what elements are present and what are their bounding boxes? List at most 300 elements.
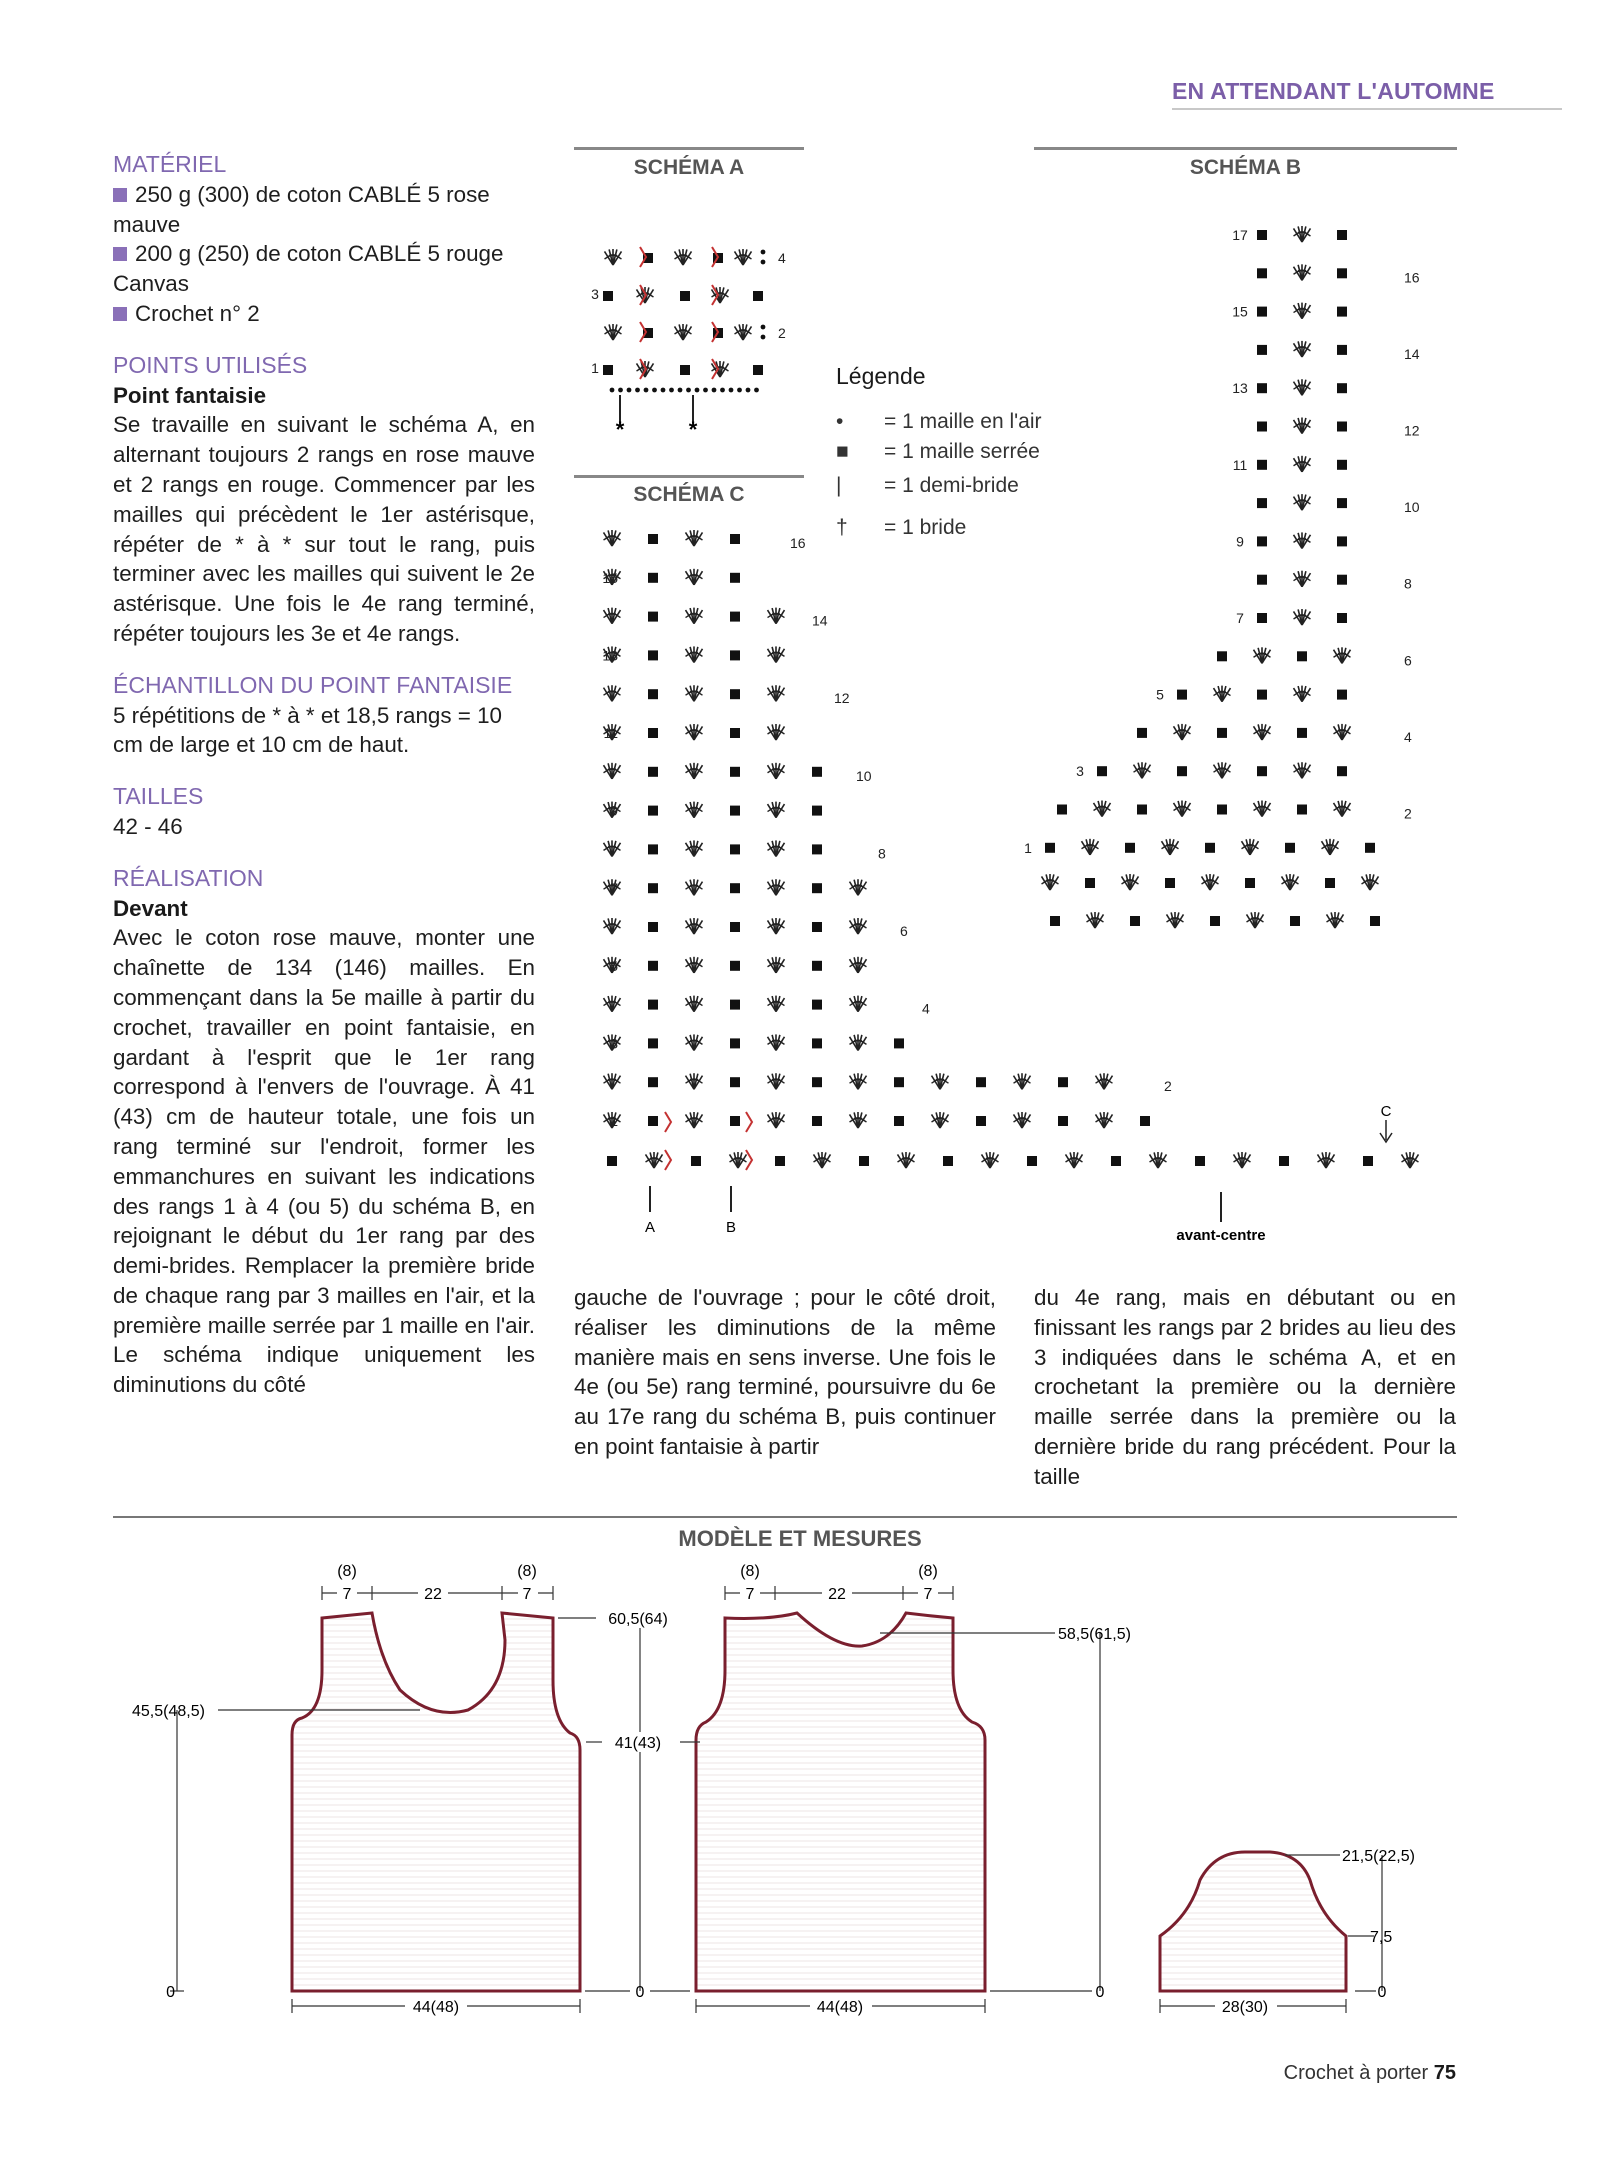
shell-stitch: [1282, 874, 1299, 890]
single-crochet-mark: [1177, 690, 1187, 700]
shell-stitch: [1242, 839, 1259, 855]
shell-stitch: [932, 1073, 949, 1089]
chain-mark: [761, 250, 766, 255]
shell-stitch: [686, 996, 703, 1012]
row-number: 3: [610, 1035, 618, 1052]
single-crochet-mark: [730, 1038, 740, 1048]
shell-stitch: [1042, 874, 1059, 890]
sleeve-zero: 0: [1377, 1984, 1387, 2001]
paragraph: du 4e rang, mais en débutant ou en finissant les rangs par 2 brides au lieu des 3 indiquées dans le schéma A, et en crochetant la première ou la dernière maille serrée dans la première ou la dernière bride du rang précédent. Pour la taille: [1034, 1285, 1456, 1489]
single-crochet-mark: [730, 573, 740, 583]
row-number: 3: [591, 286, 599, 302]
shell-stitch: [850, 1034, 867, 1050]
row-number: 8: [1404, 575, 1412, 592]
shell-stitch: [768, 1034, 785, 1050]
shell-stitch: [1254, 801, 1271, 817]
chain-mark: [761, 325, 766, 330]
chain-mark: [720, 388, 725, 393]
single-crochet-mark: [1257, 690, 1267, 700]
shell-stitch: [1334, 801, 1351, 817]
single-crochet-mark: [1217, 651, 1227, 661]
single-crochet-mark: [1058, 1116, 1068, 1126]
row-number: 13: [1232, 380, 1248, 397]
row-number: 5: [1156, 686, 1164, 703]
legend-row: ■ = 1 maille serrée: [836, 440, 1040, 463]
realisation-text: Avec le coton rose mauve, monter une chaînette de 134 (146) mailles. En commençant dans la 5e maille à partir du crochet, travailler en point fantaisie, en gardant à l'esprit que le 1er rang correspond à l'envers de l'ouvrage. À 41 (43) cm de hauteur totale, une fois un rang terminé sur l'endroit, former les emmanchures en suivant les indications des rangs 1 à 4 (ou 5) du schéma B, en rejoignant le début du 1er rang par des demi-brides. Remplacer la première bride de chaque rang par 3 mailles en l'air, et la première maille serrée par 1 maille en l'air. Le schéma indique uniquement les diminutions du côté: [113, 925, 535, 1398]
points-text: Se travaille en suivant le schéma A, en alternant toujours 2 rangs en rose mauve et 2 rangs en rouge. Commencer par les mailles qui précèdent le 1er astérisque, répéter de * à * sur tout le rang, puis terminer avec les mailles qui suivent le 2e astérisque. Une fois le 4e rang terminé, répéter toujours les 3e et 4e rangs.: [113, 412, 535, 646]
legend-title: Légende: [836, 363, 926, 389]
single-crochet-mark: [648, 573, 658, 583]
row-number: 14: [812, 612, 828, 629]
single-crochet-mark: [1297, 728, 1307, 738]
single-crochet-mark: [607, 1156, 617, 1166]
single-crochet-mark: [1257, 460, 1267, 470]
measurement-diagrams: [0, 1550, 1600, 2040]
materiel-item: 200 g (250) de coton CABLÉ 5 rouge Canvas: [113, 239, 535, 299]
row-number: 15: [1232, 303, 1248, 320]
row-number: 17: [1232, 227, 1248, 243]
single-crochet-mark: [1285, 843, 1295, 853]
shell-stitch: [686, 1034, 703, 1050]
row-number: 11: [603, 725, 618, 741]
shell-stitch: [1150, 1152, 1167, 1168]
shell-stitch: [646, 1152, 663, 1168]
front-top-right-paren: (8): [517, 1563, 537, 1580]
single-crochet-mark: [775, 1156, 785, 1166]
single-crochet-mark: [1337, 690, 1347, 700]
shell-stitch: [604, 685, 621, 701]
shell-stitch: [1134, 762, 1151, 778]
single-crochet-mark: [1195, 1156, 1205, 1166]
chain-mark: [627, 388, 632, 393]
single-crochet-mark: [1337, 345, 1347, 355]
dot-icon: •: [836, 410, 844, 433]
single-crochet-mark: [648, 650, 658, 660]
chain-mark: [669, 388, 674, 393]
chain-mark: [746, 388, 751, 393]
row-number: 7: [610, 880, 618, 897]
single-crochet-mark: [1257, 613, 1267, 623]
shell-stitch: [605, 324, 622, 340]
row-number: 16: [790, 535, 806, 551]
single-crochet-mark: [1257, 383, 1267, 393]
shell-stitch: [814, 1152, 831, 1168]
single-crochet-mark: [730, 728, 740, 738]
shell-stitch: [1202, 874, 1219, 890]
square-icon: ■: [836, 440, 849, 463]
chain-mark: [644, 388, 649, 393]
front-top-right: 7: [522, 1586, 532, 1603]
back-top-mid: 22: [828, 1586, 846, 1603]
single-crochet-mark: [1137, 728, 1147, 738]
single-crochet-mark: [648, 883, 658, 893]
single-crochet-mark: [1027, 1156, 1037, 1166]
shell-stitch: [1334, 647, 1351, 663]
single-crochet-mark: [1140, 1116, 1150, 1126]
shell-stitch: [686, 802, 703, 818]
single-crochet-mark: [1245, 878, 1255, 888]
row-number: 9: [1236, 533, 1244, 550]
sleeve-side-zero: 0: [1095, 1984, 1105, 2001]
single-crochet-mark: [812, 1077, 822, 1087]
back-top-right: 7: [923, 1586, 933, 1603]
chain-mark: [712, 388, 717, 393]
single-crochet-mark: [730, 1000, 740, 1010]
shell-stitch: [1322, 839, 1339, 855]
sleeve-cap-label: 7,5: [1370, 1929, 1393, 1946]
shell-stitch: [1294, 571, 1311, 587]
single-crochet-mark: [1257, 575, 1267, 585]
single-crochet-mark: [753, 291, 763, 301]
single-crochet-mark: [680, 291, 690, 301]
shell-stitch: [675, 324, 692, 340]
shell-stitch: [768, 957, 785, 973]
single-crochet-mark: [976, 1077, 986, 1087]
repeat-marker: [746, 1112, 752, 1132]
single-crochet-mark: [812, 1116, 822, 1126]
single-crochet-mark: [1257, 230, 1267, 240]
shell-stitch: [1294, 226, 1311, 242]
single-crochet-mark: [1205, 843, 1215, 853]
shell-stitch: [1362, 874, 1379, 890]
chain-mark: [761, 335, 766, 340]
single-crochet-mark: [1337, 498, 1347, 508]
shell-stitch: [768, 879, 785, 895]
shell-stitch: [850, 1073, 867, 1089]
single-crochet-mark: [1337, 422, 1347, 432]
shell-stitch: [686, 918, 703, 934]
shell-stitch: [686, 530, 703, 546]
single-crochet-mark: [812, 767, 822, 777]
shell-stitch: [1066, 1152, 1083, 1168]
realisation-heading: RÉALISATION: [113, 864, 264, 891]
row-number: 5: [610, 957, 618, 974]
shell-stitch: [768, 918, 785, 934]
shell-stitch: [768, 724, 785, 740]
single-crochet-mark: [753, 365, 763, 375]
shell-stitch: [1294, 303, 1311, 319]
points-subheading: Point fantaisie: [113, 382, 267, 408]
single-crochet-mark: [730, 767, 740, 777]
avant-centre-label: avant-centre: [1176, 1227, 1266, 1244]
legend-row: • = 1 maille en l'air: [836, 410, 1042, 433]
row-number: 10: [1404, 499, 1420, 516]
front-top-left: 7: [342, 1586, 352, 1603]
row-number: 10: [856, 767, 872, 784]
schema-c-title: SCHÉMA C: [633, 483, 745, 506]
front-top-left-paren: (8): [337, 1563, 357, 1580]
row-number: 6: [900, 923, 908, 939]
single-crochet-mark: [1325, 878, 1335, 888]
single-crochet-mark: [648, 767, 658, 777]
shell-stitch: [686, 685, 703, 701]
single-crochet-mark: [730, 961, 740, 971]
model-rule: [113, 1516, 1457, 1518]
back-width: 44(48): [816, 1999, 864, 2016]
row-number: 11: [1232, 456, 1248, 473]
cross-bar-icon: †: [836, 516, 848, 539]
single-crochet-mark: [1257, 766, 1267, 776]
chain-mark: [661, 388, 666, 393]
vertical-bar-icon: |: [836, 474, 842, 497]
shell-stitch: [1402, 1152, 1419, 1168]
single-crochet-mark: [648, 1116, 658, 1126]
realisation-subheading: Devant: [113, 895, 188, 921]
single-crochet-mark: [1111, 1156, 1121, 1166]
marker-a: A: [644, 1219, 656, 1236]
sleeve-width: 28(30): [1221, 1999, 1269, 2016]
single-crochet-mark: [730, 534, 740, 544]
chain-mark: [754, 388, 759, 393]
repeat-marker: [665, 1112, 671, 1132]
chain-mark: [652, 388, 657, 393]
shell-stitch: [1254, 647, 1271, 663]
chain-mark: [610, 388, 615, 393]
shell-stitch: [735, 249, 752, 265]
single-crochet-mark: [1337, 307, 1347, 317]
shell-stitch: [1234, 1152, 1251, 1168]
shell-stitch: [898, 1152, 915, 1168]
row-number: 4: [1404, 728, 1412, 745]
single-crochet-mark: [603, 365, 613, 375]
single-crochet-mark: [648, 1038, 658, 1048]
shell-stitch: [686, 1073, 703, 1089]
shell-stitch: [850, 1112, 867, 1128]
shell-stitch: [1294, 686, 1311, 702]
chain-mark: [761, 260, 766, 265]
back-top-left-paren: (8): [740, 1563, 760, 1580]
shell-stitch: [604, 1073, 621, 1089]
single-crochet-mark: [1297, 805, 1307, 815]
single-crochet-mark: [1337, 575, 1347, 585]
chain-mark: [695, 388, 700, 393]
shell-stitch: [604, 918, 621, 934]
front-height-total: 60,5(64): [608, 1611, 668, 1628]
single-crochet-mark: [730, 844, 740, 854]
marker-c: C: [1380, 1103, 1392, 1120]
single-crochet-mark: [1125, 843, 1135, 853]
sleeve-piece: [1160, 1852, 1346, 1991]
single-crochet-mark: [1290, 916, 1300, 926]
single-crochet-mark: [1257, 536, 1267, 546]
single-crochet-mark: [730, 922, 740, 932]
shell-stitch: [768, 1112, 785, 1128]
points-heading: POINTS UTILISÉS: [113, 351, 308, 378]
row-number: 1: [591, 360, 599, 376]
materiel-item: 250 g (300) de coton CABLÉ 5 rose mauve: [113, 180, 535, 240]
shell-stitch: [1254, 724, 1271, 740]
shell-stitch: [686, 569, 703, 585]
row-number: 12: [834, 690, 850, 707]
single-crochet-mark: [1337, 230, 1347, 240]
model-title: MODÈLE ET MESURES: [678, 1526, 922, 1551]
single-crochet-mark: [1137, 805, 1147, 815]
back-armhole-label: 41(43): [614, 1735, 662, 1752]
single-crochet-mark: [680, 365, 690, 375]
single-crochet-mark: [691, 1156, 701, 1166]
single-crochet-mark: [812, 844, 822, 854]
row-number: 15: [602, 569, 618, 586]
single-crochet-mark: [1058, 1077, 1068, 1087]
shell-stitch: [686, 646, 703, 662]
single-crochet-mark: [894, 1116, 904, 1126]
single-crochet-mark: [730, 1077, 740, 1087]
single-crochet-mark: [648, 844, 658, 854]
shell-stitch: [1334, 724, 1351, 740]
materiel-item: Crochet n° 2: [113, 299, 535, 329]
row-number: 6: [1404, 652, 1412, 669]
repeat-marker: [665, 1150, 671, 1170]
page-footer: [1284, 2062, 1456, 2085]
shell-stitch: [1294, 341, 1311, 357]
single-crochet-mark: [1370, 916, 1380, 926]
row-number: 1: [610, 1113, 618, 1129]
legend-row: † = 1 bride: [836, 516, 967, 539]
shell-stitch: [1318, 1152, 1335, 1168]
single-crochet-mark: [1257, 498, 1267, 508]
single-crochet-mark: [1257, 422, 1267, 432]
back-top-right-paren: (8): [918, 1563, 938, 1580]
shell-stitch: [604, 996, 621, 1012]
row-number: 9: [610, 802, 618, 819]
shell-stitch: [1082, 839, 1099, 855]
back-top-left: 7: [745, 1586, 755, 1603]
shell-stitch: [850, 918, 867, 934]
shell-stitch: [1162, 839, 1179, 855]
shell-stitch: [1014, 1073, 1031, 1089]
echantillon-text: 5 répétitions de * à * et 18,5 rangs = 10 cm de large et 10 cm de haut.: [113, 702, 502, 758]
shell-stitch: [1167, 912, 1184, 928]
single-crochet-mark: [603, 291, 613, 301]
row-number: 2: [1164, 1078, 1172, 1095]
shell-stitch: [768, 996, 785, 1012]
shell-stitch: [1294, 379, 1311, 395]
shell-stitch: [768, 1073, 785, 1089]
repeat-marker: [746, 1150, 752, 1170]
row-number: 4: [778, 250, 786, 266]
shell-stitch: [604, 763, 621, 779]
single-crochet-mark: [1365, 843, 1375, 853]
row-number: 14: [1404, 345, 1420, 362]
single-crochet-mark: [1279, 1156, 1289, 1166]
shell-stitch: [1247, 912, 1264, 928]
single-crochet-mark: [1257, 307, 1267, 317]
single-crochet-mark: [1257, 268, 1267, 278]
single-crochet-mark: [1337, 766, 1347, 776]
single-crochet-mark: [648, 689, 658, 699]
single-crochet-mark: [1337, 383, 1347, 393]
row-number: 13: [602, 647, 618, 664]
row-number: 2: [778, 325, 786, 341]
shell-stitch: [1214, 762, 1231, 778]
shell-stitch: [768, 802, 785, 818]
single-crochet-mark: [730, 1116, 740, 1126]
single-crochet-mark: [1257, 345, 1267, 355]
shell-stitch: [1087, 912, 1104, 928]
tailles-text: 42 - 46: [113, 813, 183, 839]
single-crochet-mark: [1210, 916, 1220, 926]
back-zero: 0: [635, 1984, 645, 2001]
shell-stitch: [1294, 456, 1311, 472]
row-number: 8: [878, 845, 886, 862]
single-crochet-mark: [812, 883, 822, 893]
schema-a-title: SCHÉMA A: [633, 156, 745, 179]
chain-mark: [703, 388, 708, 393]
shell-stitch: [686, 608, 703, 624]
sleeve-height-total: 21,5(22,5): [1342, 1848, 1415, 1865]
single-crochet-mark: [1217, 728, 1227, 738]
shell-stitch: [1294, 532, 1311, 548]
single-crochet-mark: [648, 922, 658, 932]
marker-b: B: [725, 1219, 737, 1236]
materiel-heading: MATÉRIEL: [113, 151, 227, 177]
single-crochet-mark: [648, 534, 658, 544]
row-number: 2: [1404, 805, 1412, 822]
shell-stitch: [850, 957, 867, 973]
shell-stitch: [604, 608, 621, 624]
single-crochet-mark: [730, 806, 740, 816]
single-crochet-mark: [812, 806, 822, 816]
single-crochet-mark: [1057, 805, 1067, 815]
single-crochet-mark: [730, 883, 740, 893]
shell-stitch: [1294, 494, 1311, 510]
single-crochet-mark: [1130, 916, 1140, 926]
shell-stitch: [1096, 1112, 1113, 1128]
chain-mark: [678, 388, 683, 393]
front-width: 44(48): [412, 1999, 460, 2016]
shell-stitch: [850, 879, 867, 895]
chain-mark: [737, 388, 742, 393]
shell-stitch: [1214, 686, 1231, 702]
single-crochet-mark: [1337, 268, 1347, 278]
shell-stitch: [850, 996, 867, 1012]
single-crochet-mark: [894, 1077, 904, 1087]
row-number: 3: [1076, 763, 1084, 780]
shell-stitch: [686, 879, 703, 895]
asterisk-left: *: [615, 417, 625, 442]
schema-b-title: SCHÉMA B: [1189, 156, 1302, 179]
single-crochet-mark: [976, 1116, 986, 1126]
back-height-total: 58,5(61,5): [1058, 1626, 1131, 1643]
shell-stitch: [604, 530, 621, 546]
shell-stitch: [1094, 801, 1111, 817]
chain-mark: [635, 388, 640, 393]
single-crochet-mark: [648, 728, 658, 738]
single-crochet-mark: [812, 961, 822, 971]
single-crochet-mark: [1297, 651, 1307, 661]
row-number: 1: [1024, 839, 1032, 856]
single-crochet-mark: [1085, 878, 1095, 888]
shell-stitch: [1096, 1073, 1113, 1089]
shell-stitch: [1122, 874, 1139, 890]
single-crochet-mark: [812, 922, 822, 932]
legend-row: | = 1 demi-bride: [836, 474, 1019, 497]
single-crochet-mark: [1337, 536, 1347, 546]
shell-stitch: [1327, 912, 1344, 928]
shell-stitch: [730, 1152, 747, 1168]
shell-stitch: [605, 249, 622, 265]
shell-stitch: [686, 1112, 703, 1128]
echantillon-heading: ÉCHANTILLON DU POINT FANTAISIE: [113, 671, 513, 698]
single-crochet-mark: [730, 612, 740, 622]
schema-c-diagram: [602, 530, 1418, 1170]
single-crochet-mark: [894, 1038, 904, 1048]
single-crochet-mark: [1177, 766, 1187, 776]
shell-stitch: [1294, 762, 1311, 778]
row-number: 7: [1236, 610, 1244, 626]
front-top-mid: 22: [424, 1586, 442, 1603]
chain-mark: [686, 388, 691, 393]
